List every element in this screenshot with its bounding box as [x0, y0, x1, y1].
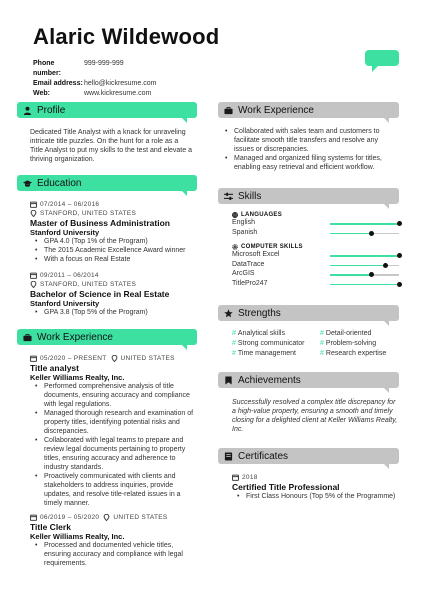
education-bullets	[30, 308, 197, 317]
profile-text: Dedicated Title Analyst with a knack for unraveling intricate title puzzles. On the hunt for a role as a Title Analyst to put my skills to the test and elevate a thriving organization.	[30, 129, 192, 163]
work-bullets	[30, 382, 197, 508]
education-degree: Bachelor of Science in Real Estate	[30, 289, 170, 299]
skill-level-dot	[397, 221, 402, 226]
work-experience-header	[17, 329, 197, 345]
education-degree: Master of Business Administration	[30, 218, 170, 228]
education-location: STANFORD, UNITED STATES	[30, 280, 197, 289]
location-pin-icon	[111, 355, 118, 362]
work-role: Title analyst	[30, 363, 79, 373]
calendar-icon	[30, 355, 37, 362]
strength-item: # Problem-solving	[320, 340, 377, 347]
education-header	[17, 175, 197, 191]
skill-level-dot	[369, 272, 374, 277]
work-role: Title Clerk	[30, 522, 71, 532]
work-item	[17, 513, 197, 568]
certificates-header	[218, 448, 399, 464]
resume-name: Alaric Wildewood	[33, 24, 220, 49]
strengths-header	[218, 305, 399, 321]
list-item: • Proactively communicated with clients and stakeholders to address inquiries, provide updates, and resolve title-related issues in a timely manner.	[30, 472, 197, 508]
education-location: STANFORD, UNITED STATES	[30, 209, 197, 218]
phone-label: Phone number:	[33, 60, 61, 77]
certificate-year: 2018	[232, 473, 399, 482]
calendar-icon	[30, 514, 37, 521]
skill-row-datatrace: DataTrace	[232, 260, 399, 270]
skill-row-spanish: Spanish	[232, 228, 399, 238]
education-school: Stanford University	[30, 228, 100, 237]
skill-row-excel: Microsoft Excel	[232, 250, 399, 260]
certificate-name: Certified Title Professional	[232, 482, 340, 492]
email-value[interactable]: hello@kickresume.com	[84, 80, 157, 87]
work-experience-continued-header	[218, 102, 399, 118]
location-pin-icon	[103, 514, 110, 521]
work-company: Keller Williams Realty, Inc.	[30, 373, 125, 382]
briefcase-icon	[224, 106, 233, 115]
work-bullets	[30, 541, 197, 568]
list-item: • GPA 3.8 (Top 5% of the Program)	[30, 308, 197, 317]
list-item: • With a focus on Real Estate	[30, 255, 197, 264]
calendar-icon	[30, 201, 37, 208]
web-label: Web:	[33, 90, 50, 97]
strength-item: # Research expertise	[320, 350, 387, 357]
skill-level-dot	[383, 263, 388, 268]
certificate-item	[218, 473, 399, 501]
list-item: • Processed and documented vehicle titles, ensuring accuracy and compliance with legal requirements.	[30, 541, 197, 568]
strengths-list	[218, 329, 399, 358]
certificates-title: Certificates	[238, 450, 289, 462]
skill-level-bar	[330, 274, 399, 276]
certificate-bullets	[232, 492, 399, 501]
education-dates: 09/2011 – 06/2014	[30, 271, 197, 280]
profile-title: Profile	[37, 104, 66, 116]
work-experience-continued-title: Work Experience	[238, 104, 314, 116]
work-experience-title: Work Experience	[37, 331, 113, 343]
speech-bubble-logo	[365, 50, 399, 66]
languages-label: LANGUAGES	[232, 212, 399, 218]
education-dates: 07/2014 – 06/2016	[30, 200, 197, 209]
location-pin-icon	[30, 281, 37, 288]
web-value[interactable]: www.kickresume.com	[84, 90, 152, 97]
location-pin-icon	[30, 210, 37, 217]
work-company: Keller Williams Realty, Inc.	[30, 532, 125, 541]
skill-level-bar	[330, 265, 399, 267]
strength-item: # Time management	[232, 350, 297, 357]
skill-level-dot	[369, 231, 374, 236]
skill-level-bar	[330, 233, 399, 235]
email-label: Email address:	[33, 80, 83, 87]
certificate-icon	[224, 452, 233, 461]
graduation-cap-icon	[23, 179, 32, 188]
skill-row-english: English	[232, 218, 399, 228]
left-column	[17, 102, 197, 568]
bookmark-icon	[224, 376, 233, 385]
work-item	[17, 354, 197, 508]
work-meta: 06/2019 – 05/2020 UNITED STATES	[30, 513, 197, 522]
phone-value: 999-999-999	[84, 60, 124, 67]
work-continued-bullets	[218, 127, 399, 172]
user-icon	[23, 106, 32, 115]
sliders-icon	[224, 192, 233, 201]
education-bullets	[30, 237, 197, 264]
skill-level-dot	[397, 282, 402, 287]
list-item: • The 2015 Academic Excellence Award winner	[30, 246, 197, 255]
list-item: • Managed thorough research and examination of property titles, identifying potential risks and discrepancies.	[30, 409, 197, 436]
skills-header	[218, 188, 399, 204]
list-item: • Managed and organized filing systems for titles, enabling easy retrieval and efficient workflow.	[220, 154, 399, 172]
strength-item: # Analytical skills	[232, 330, 285, 337]
skill-level-bar	[330, 284, 399, 286]
skills-body	[218, 212, 399, 288]
list-item: • First Class Honours (Top 5% of the Programme)	[232, 492, 399, 501]
computer-skills-label: COMPUTER SKILLS	[232, 244, 399, 250]
strength-item: # Strong communicator	[232, 340, 305, 347]
calendar-icon	[30, 272, 37, 279]
skill-level-dot	[397, 253, 402, 258]
strengths-title: Strengths	[238, 307, 281, 319]
education-title: Education	[37, 177, 82, 189]
work-meta: 05/2020 – PRESENT UNITED STATES	[30, 354, 197, 363]
list-item: • Collaborated with sales team and customers to facilitate smooth title transfers and resolve any issues or discrepancies.	[220, 127, 399, 154]
calendar-icon	[232, 474, 239, 481]
strength-item: # Detail-oriented	[320, 330, 372, 337]
education-item	[17, 200, 197, 264]
skill-level-bar	[330, 255, 399, 257]
list-item: • GPA 4.0 (Top 1% of the Program)	[30, 237, 197, 246]
education-school: Stanford University	[30, 299, 100, 308]
right-column	[218, 102, 399, 501]
briefcase-icon	[23, 333, 32, 342]
contact-block	[33, 59, 156, 99]
skill-row-titlepro: TitlePro247	[232, 279, 399, 289]
achievement-text: Successfully resolved a complex title discrepancy for a high-value property, ensuring a smooth and timely closing for a delighted client at Keller Williams Realty, Inc.	[232, 399, 398, 433]
profile-header	[17, 102, 197, 118]
achievements-title: Achievements	[238, 374, 301, 386]
skills-title: Skills	[238, 190, 262, 202]
achievements-header	[218, 372, 399, 388]
list-item: • Collaborated with legal teams to prepare and review legal documents pertaining to property titles, ensuring accuracy and adherence to industry standards.	[30, 436, 197, 472]
star-icon	[224, 309, 233, 318]
skill-level-bar	[330, 223, 399, 225]
skill-row-arcgis: ArcGIS	[232, 269, 399, 279]
education-item	[17, 271, 197, 317]
list-item: • Performed comprehensive analysis of title documents, ensuring accuracy and compliance with legal regulations.	[30, 382, 197, 409]
